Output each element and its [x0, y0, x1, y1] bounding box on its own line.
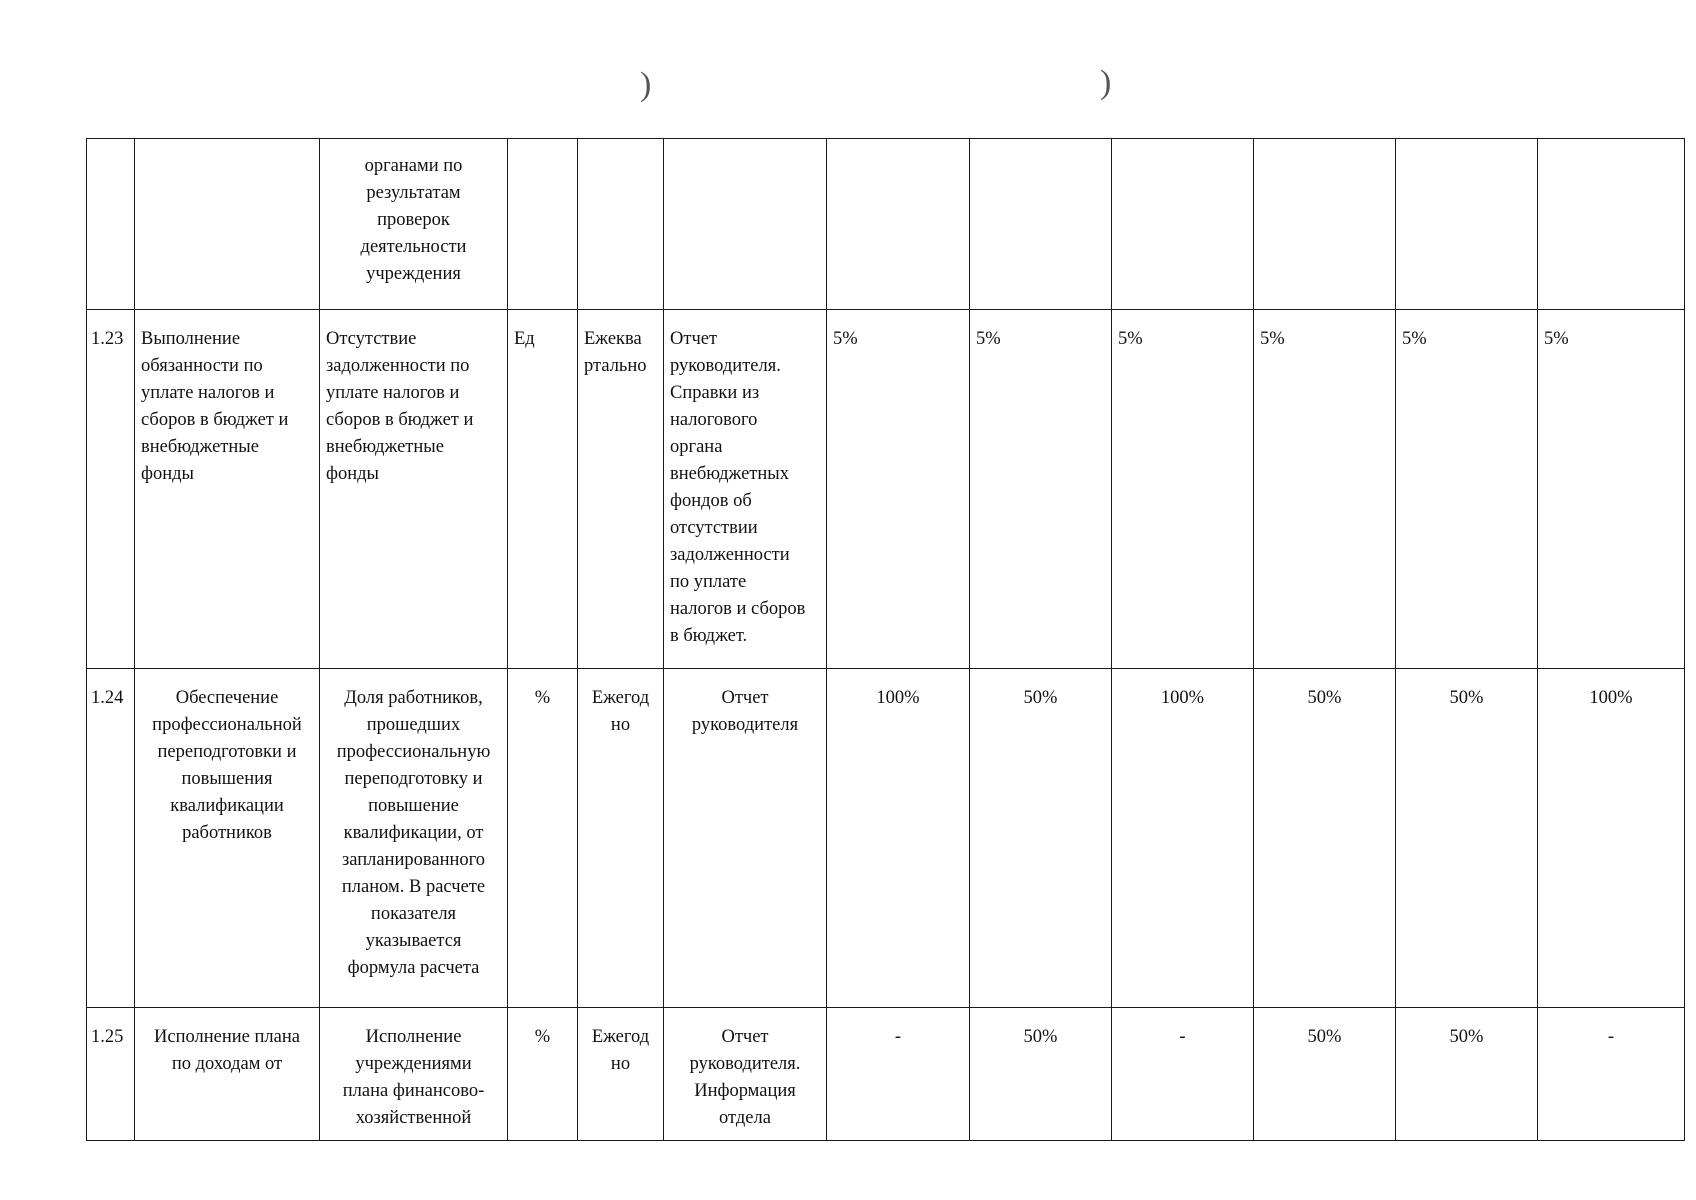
value-cell: 100%	[1112, 669, 1254, 1008]
value-cell: 5%	[1112, 310, 1254, 669]
value-cell: 5%	[1538, 310, 1685, 669]
unit-cell: %	[508, 669, 578, 1008]
value-cell: 50%	[1254, 669, 1396, 1008]
unit-cell: %	[508, 1008, 578, 1141]
period-cell	[578, 139, 664, 310]
value-cell: 50%	[1396, 1008, 1538, 1141]
source-cell	[664, 139, 827, 310]
table-row	[87, 1008, 1685, 1141]
indicator-description: Исполнение учреждениями плана финансово- хозяйственной	[320, 1008, 508, 1141]
value-cell	[1538, 139, 1685, 310]
indicators-table	[86, 138, 1685, 1141]
value-cell: 50%	[970, 1008, 1112, 1141]
period-cell: Ежегод но	[578, 669, 664, 1008]
unit-cell	[508, 139, 578, 310]
source-cell: Отчет руководителя	[664, 669, 827, 1008]
indicator-description: Отсутствие задолженности по уплате налогов и сборов в бюджет и внебюджетные фонды	[320, 310, 508, 669]
source-cell: Отчет руководителя. Информация отдела	[664, 1008, 827, 1141]
table-row	[87, 139, 1685, 310]
value-cell: 5%	[1396, 310, 1538, 669]
value-cell: 100%	[827, 669, 970, 1008]
value-cell: -	[1112, 1008, 1254, 1141]
value-cell: 5%	[827, 310, 970, 669]
value-cell: 50%	[970, 669, 1112, 1008]
value-cell: 50%	[1396, 669, 1538, 1008]
indicator-description: органами по результатам проверок деятельности учреждения	[320, 139, 508, 310]
row-number: 1.24	[87, 669, 135, 1008]
unit-cell: Ед	[508, 310, 578, 669]
source-cell: Отчет руководителя. Справки из налогового органа внебюджетных фондов об отсутствии задолженности по уплате налогов и сборов в бюджет.	[664, 310, 827, 669]
row-number	[87, 139, 135, 310]
value-cell: -	[827, 1008, 970, 1141]
value-cell	[1396, 139, 1538, 310]
value-cell	[1112, 139, 1254, 310]
value-cell: 100%	[1538, 669, 1685, 1008]
value-cell	[1254, 139, 1396, 310]
period-cell: Ежегод но	[578, 1008, 664, 1141]
value-cell	[970, 139, 1112, 310]
table-row	[87, 669, 1685, 1008]
value-cell	[827, 139, 970, 310]
value-cell: 5%	[970, 310, 1112, 669]
indicator-description: Доля работников, прошедших профессиональную переподготовку и повышение квалификации, от запланированного планом. В расчете показателя указывается формула расчета	[320, 669, 508, 1008]
value-cell: 5%	[1254, 310, 1396, 669]
scan-artifact-left: )	[640, 66, 652, 103]
indicator-name	[135, 139, 320, 310]
row-number: 1.23	[87, 310, 135, 669]
indicator-name: Выполнение обязанности по уплате налогов и сборов в бюджет и внебюджетные фонды	[135, 310, 320, 669]
indicator-name: Обеспечение профессиональной переподготовки и повышения квалификации работников	[135, 669, 320, 1008]
indicator-name: Исполнение плана по доходам от	[135, 1008, 320, 1141]
row-number: 1.25	[87, 1008, 135, 1141]
scan-artifact-right: )	[1100, 64, 1112, 101]
value-cell: 50%	[1254, 1008, 1396, 1141]
table-row	[87, 310, 1685, 669]
period-cell: Ежеква ртально	[578, 310, 664, 669]
value-cell: -	[1538, 1008, 1685, 1141]
